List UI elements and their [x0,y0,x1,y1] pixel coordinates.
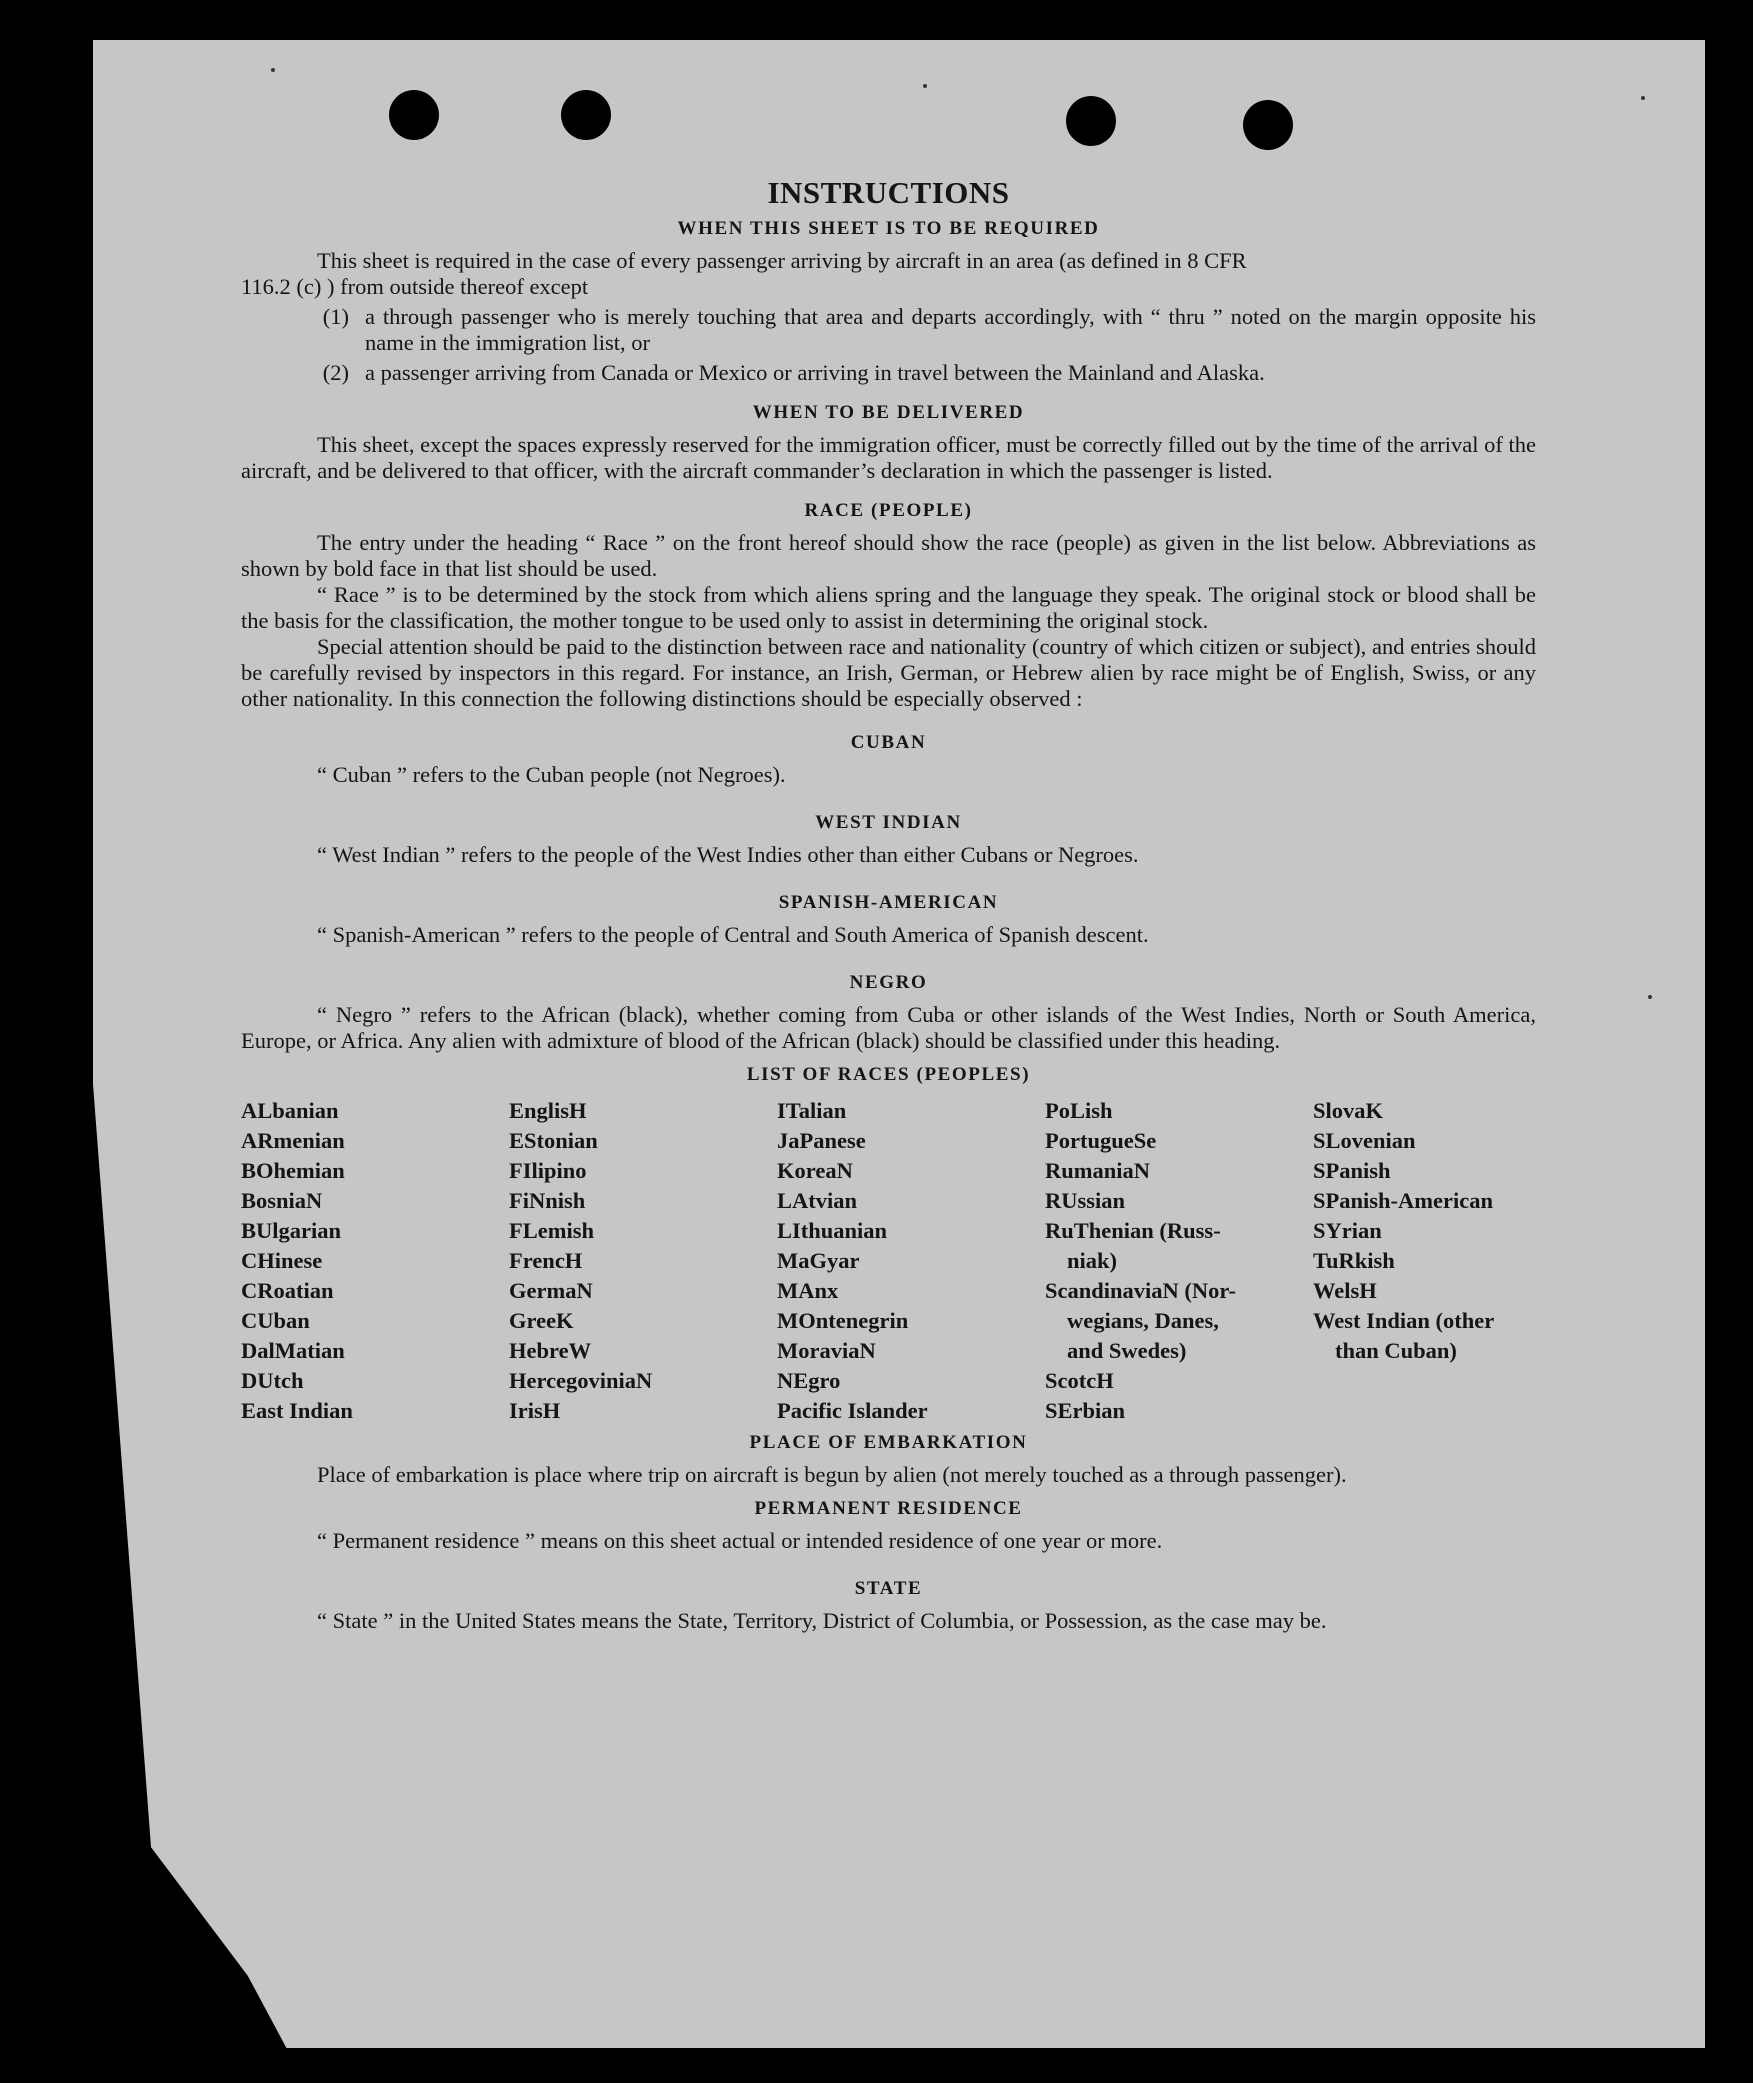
race-entry: NEgro [777,1368,841,1393]
race-entry: PoLish [1045,1098,1113,1123]
heading-place-of-embarkation: PLACE OF EMBARKATION [749,1432,1028,1453]
race-entry: MoraviaN [777,1338,876,1363]
race-entry: ScotcH [1045,1368,1114,1393]
heading-list-of-races: LIST OF RACES (PEOPLES) [746,1064,1031,1085]
paper-speck [1648,995,1652,999]
race-entry: MOntenegrin [777,1308,909,1333]
when-delivered-text: This sheet, except the spaces expressly reserved for the immigration officer, must be correctly filled out by the time of the arrival of the aircraft, and be delivered to that officer, with the aircraft commander’s declaration in which the passenger is listed. [241,432,1536,483]
race-entry: PortugueSe [1045,1128,1157,1153]
heading-cuban: CUBAN [850,732,927,753]
race-entry: RUssian [1045,1188,1126,1213]
punch-hole [1243,100,1293,150]
race-entry: RuThenian (Russ- [1045,1218,1221,1243]
race-entry: ScandinaviaN (Nor- [1045,1278,1237,1303]
race-entry: LAtvian [777,1188,858,1213]
race-entry: HebreW [509,1338,592,1363]
race-entry-continuation: and Swedes) [1067,1338,1187,1363]
page-title: INSTRUCTIONS [767,175,1010,210]
race-column [241,1096,509,1426]
race-entry: HercegovinіaN [509,1368,653,1393]
heading-when-required: WHEN THIS SHEET IS TO BE REQUIRED [677,218,1100,239]
race-entry: SYrian [1313,1218,1382,1243]
heading-spanish-american: SPANISH-AMERICAN [778,892,999,913]
race-entry: ITalian [777,1098,847,1123]
race-entry: GermaN [509,1278,593,1303]
race-entry: MAnx [777,1278,839,1303]
punch-hole [561,90,611,140]
race-entry: DalMatian [241,1338,345,1363]
race-entry: ALbanian [241,1098,339,1123]
race-entry: WelsH [1313,1278,1377,1303]
race-entry: JaPanese [777,1128,866,1153]
race-paragraph-2: “ Race ” is to be determined by the stock from which aliens spring and the language they speak. The original stock or blood shall be the basis for the classification, the mother tongue to be used only to assist in determining the original stock. [241,582,1536,633]
race-entry: IrisH [509,1398,561,1423]
race-column [509,1096,777,1426]
race-entry: ARmenian [241,1128,345,1153]
race-entry: CUban [241,1308,310,1333]
paper-speck [923,84,927,88]
negro-text: “ Negro ” refers to the African (black), whether coming from Cuba or other islands of the West Indies, North or South America, Europe, or Africa. Any alien with admixture of blood of the African (black) should be classified under this heading. [241,1002,1536,1053]
race-entry: CHinese [241,1248,323,1273]
race-column [1045,1096,1313,1426]
race-entry: East Indian [241,1398,353,1423]
race-entry: FIlipino [509,1158,587,1183]
exception-text: a passenger arriving from Canada or Mexico or arriving in travel between the Mainland and Alaska. [365,360,1265,385]
race-entry: RumaniaN [1045,1158,1151,1183]
paper-speck [1641,96,1645,100]
race-entry: MaGyar [777,1248,860,1273]
race-entry: BOhemian [241,1158,345,1183]
race-entry: TuRkish [1313,1248,1395,1273]
heading-state: STATE [854,1578,923,1599]
spanish-american-text: “ Spanish-American ” refers to the people of Central and South America of Spanish descent. [317,922,1149,947]
heading-when-delivered: WHEN TO BE DELIVERED [752,402,1025,423]
heading-negro: NEGRO [849,972,928,993]
cuban-text: “ Cuban ” refers to the Cuban people (not Negroes). [317,762,786,787]
state-text: “ State ” in the United States means the State, Territory, District of Columbia, or Possession, as the case may be. [317,1608,1327,1633]
race-entry: BosniaN [241,1188,323,1213]
exception-number: (2) [322,360,349,385]
race-entry: SErbian [1045,1398,1126,1423]
race-entry: FLemish [509,1218,595,1243]
residence-text: “ Permanent residence ” means on this sheet actual or intended residence of one year or more. [317,1528,1163,1553]
race-entry: GreeK [509,1308,574,1333]
heading-race: RACE (PEOPLE) [804,500,973,521]
race-entry: LIthuanian [777,1218,888,1243]
race-entry-continuation: than Cuban) [1335,1338,1457,1363]
race-entry: BUlgarian [241,1218,342,1243]
race-paragraph-1: The entry under the heading “ Race ” on the front hereof should show the race (people) as given in the list below. Abbreviations as shown by bold face in that list should be used. [241,530,1536,581]
race-entry: SPanish-American [1313,1188,1493,1213]
race-entry: EStonian [509,1128,598,1153]
instructions-content [241,175,1536,1634]
race-entry: SLovenian [1313,1128,1416,1153]
punch-hole [389,90,439,140]
race-paragraph-3: Special attention should be paid to the distinction between race and nationality (country of which citizen or subject), and entries should be carefully revised by inspectors in this regard. For instance, an Irish, German, or Hebrew alien by race might be of English, Swiss, or any other nationality. In this connection the following distinctions should be especially observed : [241,634,1536,711]
when-required-intro-line-1: This sheet is required in the case of every passenger arriving by aircraft in an area (as defined in 8 CFR [317,248,1247,273]
race-entry-continuation: niak) [1067,1248,1118,1273]
west-indian-text: “ West Indian ” refers to the people of the West Indies other than either Cubans or Negroes. [317,842,1139,867]
when-required-intro-line-2: 116.2 (c) ) from outside thereof except [241,274,589,299]
exception-text: a through passenger who is merely touching that area and departs accordingly, with “ thru ” noted on the margin opposite his name in the immigration list, or [365,304,1536,355]
race-entry: SlovaK [1313,1098,1384,1123]
race-column [1313,1096,1536,1426]
race-entry: DUtch [241,1368,304,1393]
heading-west-indian: WEST INDIAN [815,812,962,833]
exception-item [241,360,1536,386]
race-entry: CRoatian [241,1278,334,1303]
exception-number: (1) [322,304,349,329]
race-entry: FrencH [509,1248,583,1273]
punch-hole [1066,96,1116,146]
race-entry: EnglisH [509,1098,587,1123]
paper-speck [271,68,275,72]
race-entry: FiNnish [509,1188,586,1213]
embarkation-text: Place of embarkation is place where trip on aircraft is begun by alien (not merely touched as a through passenger). [317,1462,1347,1487]
race-entry: SPanish [1313,1158,1391,1183]
race-entry: KoreaN [777,1158,853,1183]
race-entry: Pacific Islander [777,1398,928,1423]
race-column [777,1096,1045,1426]
race-entry: West Indian (other [1313,1308,1495,1333]
heading-permanent-residence: PERMANENT RESIDENCE [754,1498,1023,1519]
race-entry-continuation: wegians, Danes, [1067,1308,1219,1333]
race-list [241,1096,1536,1426]
exception-item [241,304,1536,356]
